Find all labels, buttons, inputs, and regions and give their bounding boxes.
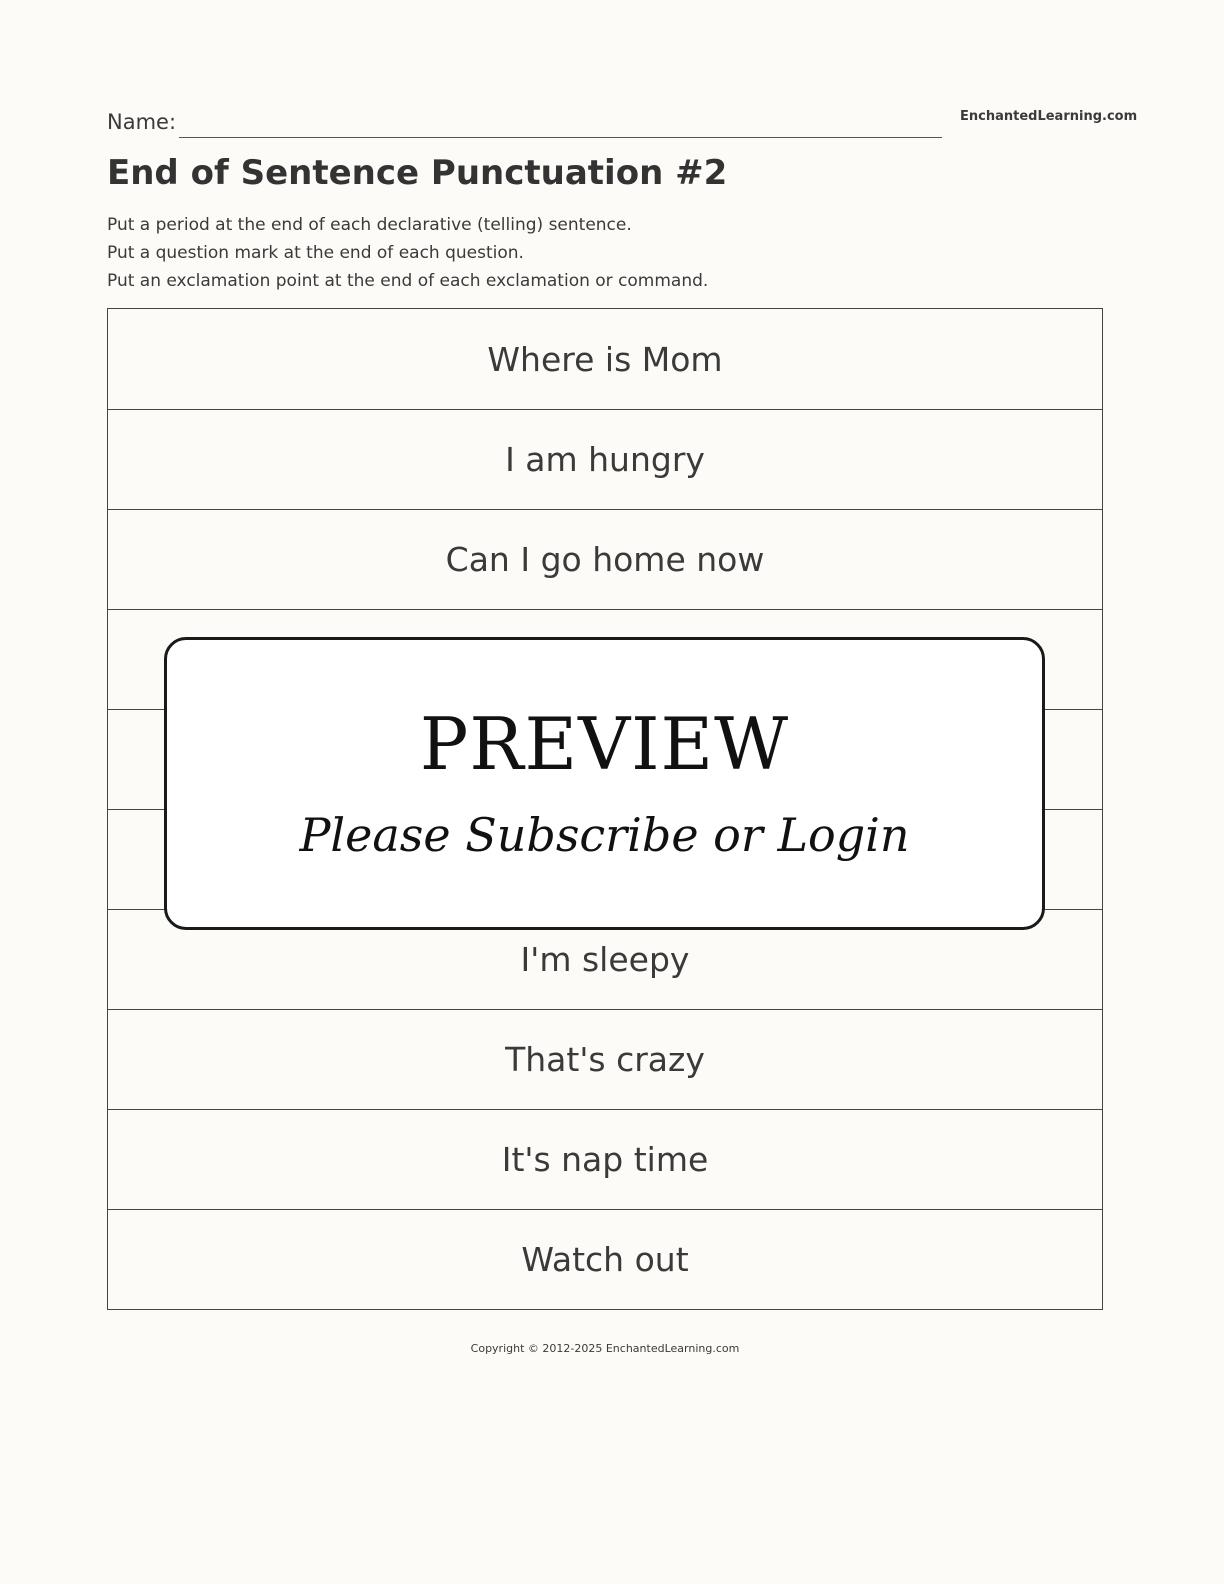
name-label: Name:: [107, 110, 177, 134]
name-line[interactable]: [179, 137, 942, 138]
instruction-question: Put a question mark at the end of each question.: [107, 243, 524, 263]
sentence-row: Can I go home now: [108, 509, 1102, 609]
site-brand: EnchantedLearning.com: [960, 109, 1138, 124]
sentence-row: That's crazy: [108, 1009, 1102, 1109]
instruction-period: Put a period at the end of each declarative (telling) sentence.: [107, 215, 632, 235]
subscribe-login-link[interactable]: Please Subscribe or Login: [299, 808, 910, 862]
copyright: Copyright © 2012-2025 EnchantedLearning.com: [470, 1342, 740, 1355]
preview-title: PREVIEW: [419, 702, 790, 786]
sentence-row: I am hungry: [108, 409, 1102, 509]
sentence-row: Where is Mom: [487, 339, 723, 379]
sentence-row: Watch out: [108, 1209, 1102, 1309]
instruction-exclamation: Put an exclamation point at the end of each exclamation or command.: [107, 271, 709, 291]
sentence-row: It's nap time: [108, 1109, 1102, 1209]
page-title: End of Sentence Punctuation #2: [107, 153, 728, 193]
preview-overlay[interactable]: [164, 637, 1045, 930]
sentence-row: I'm sleepy: [108, 909, 1102, 1009]
instructions: [107, 211, 708, 295]
